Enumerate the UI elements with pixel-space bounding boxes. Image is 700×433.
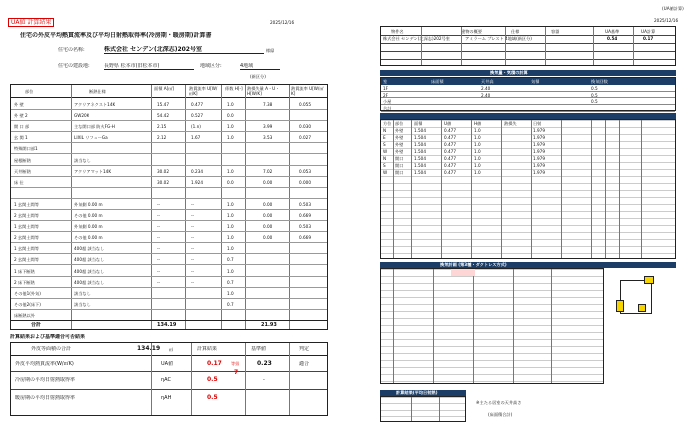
section2-cell: 1.504 [414,163,426,168]
row-area: -- [157,257,161,263]
section1-cell: 0.5 [591,86,598,91]
row-part: 1 玄関土間等 [14,201,39,207]
etah-sym: ηAH [161,395,172,401]
bottom-table [380,396,466,422]
section2-row [381,141,675,148]
ua-sym: UA値 [161,361,174,367]
row-part: 2 床下断熱 [14,279,35,285]
name-suffix: 様邸 [266,48,275,53]
section1-th: 換気回数 [591,79,608,84]
section1-row [381,92,675,99]
row-part: 屋根断熱 [14,157,31,163]
row-spec: アクリアマット14K [74,168,112,174]
section2-row [381,127,675,134]
row-area: -- [157,213,161,218]
row-part: 天井断熱 [14,168,31,174]
sum-v1: アミラーム プレスト 4地域(新区分) [465,36,532,41]
table-row [11,188,327,199]
table-row [11,99,327,110]
row-area: 15.47 [157,102,169,107]
section1-cell: 1F [383,86,389,91]
row-h: 1.0 [227,124,234,130]
addr-label: 住宅の建設地: [58,63,90,69]
heat-loss-table [10,84,328,330]
row-u: 1.924 [191,179,203,185]
left-date: 2025/12/16 [270,20,295,25]
row-u: -- [191,224,195,230]
row-h: 0.0 [227,179,234,185]
ua-value: 0.17 [207,360,222,367]
row-part: 特殊開口部1 [14,146,38,152]
row-u: -- [191,246,195,252]
row-area: -- [157,235,161,241]
table-row [11,277,327,288]
row-spec: 該当なし [74,157,91,163]
section1-cell: 合計 [383,106,392,112]
section1-row [381,85,675,92]
th-h: 係数 H[-] [225,86,243,91]
section2-cell: 1.504 [414,170,426,175]
section2-cell: 1.979 [533,163,545,168]
row-part: 開 口 部 [14,124,30,130]
section1-cell: 2.40 [481,86,491,91]
row-u: -- [191,201,195,207]
row-part: 外 壁 2 [14,113,28,119]
section2-cell: 1.0 [474,170,481,175]
section1-cell: 2.40 [481,92,491,98]
row-loss: 0.00 [263,224,273,230]
section2-row [381,162,675,169]
table-total-row [11,320,327,329]
section2-cell: 0.477 [444,149,456,154]
result-area-value: 134.19 [137,345,161,352]
row-loss: 0.00 [263,235,273,241]
section2-header-row [381,120,675,127]
section2-cell: S [383,163,386,168]
region-note: (新区分) [250,74,266,79]
section1-table [380,77,676,111]
col-judge: 判定 [299,346,310,352]
section2-cell: 0.477 [444,128,456,133]
row-area: 54.42 [157,113,169,119]
bottom-sub: (床面積合計) [488,412,513,417]
section1-cell: 小屋 [383,99,392,105]
grade-value: 7 [234,369,239,376]
section2-row [381,155,675,162]
row-u: -- [191,268,195,274]
region-value: 4地域 [240,63,280,70]
row-u: -- [191,279,195,285]
row-u: (1.n) [191,124,201,130]
section1-th: 室 [383,79,388,84]
table-row [11,266,327,277]
sum-h0: 物件名 [391,29,404,34]
table-row [11,232,327,243]
row-u: 0.477 [191,102,203,107]
section2-cell: 1.979 [533,128,545,133]
section2-th: U値 [444,121,452,126]
row-h: 0.7 [227,301,234,307]
row-u2: 0.669 [299,235,311,241]
section2-cell: 外壁 [395,135,404,140]
th-loss: 熱損失量 A・U・H[W/K] [247,86,280,96]
table-row [11,177,327,188]
row-u: 1.67 [191,135,201,141]
row-part: 2 玄関土間等 [14,257,39,263]
row-loss: 0.00 [263,179,273,185]
row-part: 1 玄関土間等 [14,224,39,230]
table-row [11,110,327,121]
section2-cell: 開口 [395,163,404,168]
row-spec: 該当なし [74,301,91,307]
sum-h5: UA計算 [641,29,656,34]
th-spec: 断熱仕様 [89,89,106,94]
row-h: 0.0 [227,113,234,119]
section2-cell: 1.979 [533,156,545,161]
etac-std: - [263,377,265,383]
row-spec: 400超 該当なし [74,246,105,252]
row-u: -- [191,213,195,218]
section2-cell: 1.0 [474,163,481,168]
etac-value: 0.5 [207,376,218,383]
row-h: 0.7 [227,279,234,285]
section1-th: 気積 [531,79,540,84]
table-row [11,243,327,254]
page-title: 住宅の外皮平均熱貫流率及び平均日射熱取得率(冷房期・暖房期)計算書 [20,32,212,39]
name-value: 株式会社 センデン(北深志)202号室 [104,46,264,54]
row-spec: GW20K [74,113,90,119]
section2-cell: W [383,149,388,154]
row-h: 1.0 [227,246,234,252]
section2-th: H値 [474,121,482,126]
row-loss: 3.53 [263,135,273,141]
row-u: 0.527 [191,113,203,119]
row-u: 0.234 [191,168,203,174]
bottom-note: ※主たる居室の天井高さ [476,400,522,405]
result-box [10,342,328,416]
section2-cell: N [383,128,387,133]
table-row [11,210,327,221]
section1-row [381,98,675,105]
sum-v4: 0.54 [607,36,618,41]
section1-th: 天井高 [481,79,494,84]
row-area: -- [157,224,161,230]
sum-h4: UA基準 [605,29,620,34]
section2-cell: 1.504 [414,128,426,133]
col-calc: 計算結果 [197,346,218,352]
total-label: 合計 [31,322,42,328]
row-spec: 外気側 0.00 m [74,224,103,230]
section2-th: 熱損失 [504,121,517,126]
row-loss: 3.99 [263,124,273,130]
row-spec: 該当なし [74,290,91,296]
row-u2: 0.503 [299,201,311,207]
row-part: その他1(外気) [14,290,41,296]
section2-th: 日射 [533,121,542,126]
result-title: 計算結果および基準適合可否結果 [10,334,86,340]
row-spec: 外気側 0.00 m [74,201,103,207]
row-u2: 0.000 [299,179,311,185]
row-h: 1.0 [227,201,234,207]
total-loss: 21.93 [261,322,277,328]
section2-cell: E [383,135,386,140]
table-row [11,121,327,132]
doc-tag: UA値 計算結果 [8,18,54,27]
section2-cell: 1.0 [474,142,481,147]
plan-table [380,268,604,384]
row-u: -- [191,257,195,263]
row-area: -- [157,201,161,207]
row-part: 床 仕 [14,179,24,185]
table-row [11,221,327,232]
th-part: 部位 [25,89,34,94]
row-spec: LIXIL リフューGa [74,135,108,141]
row-u2: 0.055 [299,102,311,107]
row-loss: 7.02 [263,168,273,174]
section1-cell: 0.5 [591,92,598,98]
row-h: 1.0 [227,168,234,174]
section2-cell: 1.0 [474,149,481,154]
row-part: 2 玄関土間等 [14,235,39,241]
section2-row [381,169,675,176]
floor-plan-figure [616,276,658,318]
table-row [11,132,327,143]
right-page [376,6,694,428]
table-header-row [11,85,327,98]
section1-row [381,105,675,112]
row-loss: 0.00 [263,213,273,218]
plan-header: 換気計画 (第3種・ダクトレス方式) [380,262,676,268]
row-u2: 0.027 [299,135,311,141]
section2-cell: 1.504 [414,149,426,154]
row-area: 2.12 [157,135,167,141]
row-spec: 400超 該当なし [74,268,105,274]
ua-label: 外皮平均熱貫流率(W/㎡K) [15,361,74,367]
row-spec: 主な開口部 防火FG-H [74,124,115,130]
row-u2: 0.503 [299,224,311,230]
row-h: 0.7 [227,257,234,263]
table-row [11,199,327,210]
section2-cell: 0.477 [444,163,456,168]
section2-cell: 1.979 [533,135,545,140]
row-u: -- [191,235,195,241]
row-u2: 0.669 [299,213,311,218]
bottom-title: 計算結果(平均日射熱) [380,390,466,396]
sum-h3: 容器 [551,29,560,34]
row-area: -- [157,246,161,252]
result-area-unit: ㎡ [169,347,174,352]
row-spec: アクリアネクスト14K [74,102,116,107]
row-loss: 0.00 [263,201,273,207]
section1-cell: 2F [383,92,389,98]
row-part: 1 床下断熱 [14,268,35,274]
row-part: 1 玄関土間等 [14,246,39,252]
total-area: 134.19 [157,322,177,328]
row-h: 1.0 [227,102,234,107]
section2-cell: 1.0 [474,135,481,140]
section2-cell: S [383,142,386,147]
ua-judge: 適合 [299,361,310,367]
row-h: 1.0 [227,135,234,141]
sum-v5: 0.17 [643,36,654,41]
section2-cell: 1.504 [414,142,426,147]
row-h: 1.0 [227,224,234,230]
section2-cell: 外壁 [395,128,404,133]
section2-cell: 1.0 [474,128,481,133]
table-row [11,166,327,177]
section2-cell: 0.477 [444,135,456,140]
section2-cell: 1.979 [533,170,545,175]
section2-cell: N [383,156,387,161]
name-label: 住宅の名称: [58,47,85,53]
section2-table [380,119,676,259]
result-area-label: 外皮等面積の合計 [31,346,72,352]
section1-cell: 0.5 [591,99,598,105]
section2-cell: 外壁 [395,149,404,154]
section2-cell: 開口 [395,170,404,175]
addr-value: 長野県 松本市(旧松本市) [104,63,194,70]
th-u: 熱貫流率 U[W/㎡K] [189,86,218,96]
row-spec: その他 0.00 m [74,213,103,218]
section2-th: 部位 [395,121,404,126]
row-area: -- [157,279,161,285]
row-spec: 400超 該当なし [74,279,105,285]
row-area: 2.15 [157,124,167,130]
table-row [11,299,327,310]
ua-std: 0.23 [257,360,272,367]
section2-th: 面積 [414,121,423,126]
row-spec: その他 0.00 m [74,235,103,241]
table-row [11,155,327,166]
row-area: -- [157,268,161,274]
section2-cell: 0.477 [444,142,456,147]
section2-cell: 0.477 [444,170,456,175]
corner-note: (UA値計算) [662,6,684,11]
row-h: 1.0 [227,235,234,241]
section2-cell: 外壁 [395,142,404,147]
sum-h1: 建物の概要 [461,29,482,34]
row-spec: 400超 該当なし [74,257,105,263]
section2-th: 方位 [383,121,392,126]
section2-cell: 1.504 [414,156,426,161]
etah-label: 暖房期の平均日射熱取得率 [15,395,76,401]
table-row [11,254,327,265]
row-h: 1.0 [227,213,234,218]
row-area: 30.02 [157,179,169,185]
row-h: 1.0 [227,268,234,274]
section2-cell: 1.504 [414,135,426,140]
section2-cell: 0.477 [444,156,456,161]
section1-header-row [381,78,675,85]
section2-row [381,148,675,155]
section1-th: 床面積 [431,79,444,84]
etac-label: 冷房期の平均日射熱取得率 [15,377,76,383]
col-std: 基準値 [251,346,267,352]
region-label: 地域区分: [200,63,222,69]
row-area: 30.02 [157,168,169,174]
section2-cell: 1.979 [533,142,545,147]
left-page [8,18,344,418]
table-row [11,288,327,299]
row-part: 2 玄関土間等 [14,213,39,218]
section2-cell: 1.979 [533,149,545,154]
row-part: 玄 関 1 [14,135,28,141]
th-area: 面積 A[㎡] [154,86,175,91]
section2-cell: 開口 [395,156,404,161]
row-part: その他2(床下) [14,301,41,307]
grade-label: 等級 [231,361,240,366]
row-loss: 7.38 [263,102,273,107]
th-u2: 熱貫流率 U[W/㎡K] [291,86,324,96]
table-row [11,143,327,154]
section2-cell: 1.0 [474,156,481,161]
section2-cell: W [383,170,388,175]
row-part: 床断熱以外 [14,312,35,318]
right-date: 2025/12/16 [654,18,679,23]
section2-row [381,134,675,141]
row-part: 外 壁 [14,102,24,107]
sum-h2: 仕様 [511,29,520,34]
section1-header: 換気量・気積の計算 [380,70,676,76]
row-u2: 0.030 [299,124,311,130]
etah-value: 0.5 [207,394,218,401]
sum-v0: 株式会社 センデン(北深志)202号室 [383,36,450,41]
summary-box [380,26,676,66]
row-h: 1.0 [227,290,234,296]
etac-sym: ηAC [161,377,171,383]
row-u2: 0.053 [299,168,311,174]
